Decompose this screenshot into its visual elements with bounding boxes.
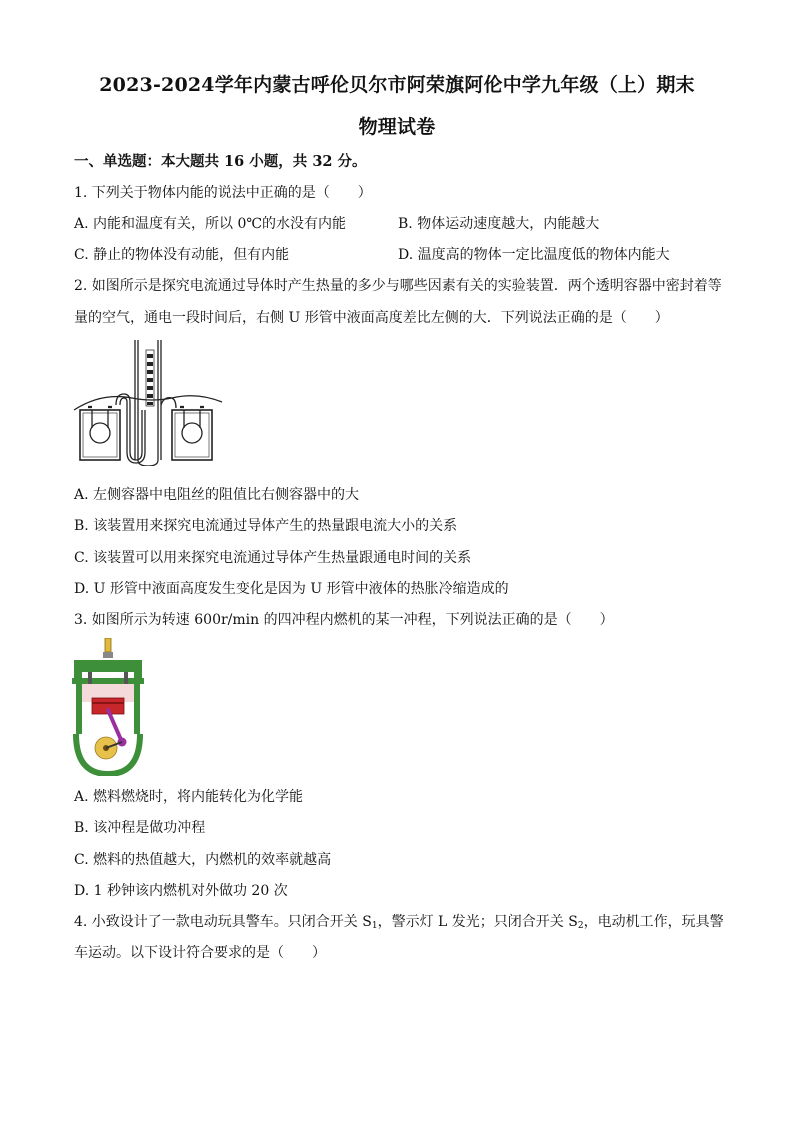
q1-option-d: D. 温度高的物体一定比温度低的物体内能大 xyxy=(398,247,670,263)
joule-heating-apparatus-figure xyxy=(72,340,232,466)
q3-option-d: D. 1 秒钟该内燃机对外做功 20 次 xyxy=(74,883,288,899)
q1-stem: 1. 下列关于物体内能的说法中正确的是（ ） xyxy=(74,185,372,201)
q2-stem-line1: 2. 如图所示是探究电流通过导体时产生热量的多少与哪些因素有关的实验装置．两个透明容器中密封着等 xyxy=(74,278,722,294)
q1-option-c: C. 静止的物体没有动能，但有内能 xyxy=(74,247,290,263)
q3-stem: 3. 如图所示为转速 600r/min 的四冲程内燃机的某一冲程，下列说法正确的是（ ） xyxy=(74,612,614,628)
q2-stem-line2: 量的空气，通电一段时间后，右侧 U 形管中液面高度差比左侧的大．下列说法正确的是（ ） xyxy=(74,310,669,326)
q4-stem-part-b: ，警示灯 L 发光；只闭合开关 S xyxy=(377,914,578,930)
section-heading: 一、单选题：本大题共 16 小题，共 32 分。 xyxy=(74,153,367,170)
q1-option-b: B. 物体运动速度越大，内能越大 xyxy=(398,216,600,232)
q4-stem-line2: 车运动。以下设计符合要求的是（ ） xyxy=(74,945,326,961)
q1-option-a: A. 内能和温度有关，所以 0℃的水没有内能 xyxy=(74,216,347,232)
q4-subscript-2: 2 xyxy=(577,921,584,931)
q4-stem-part-c: ，电动机工作，玩具警 xyxy=(583,914,724,930)
page-title-line2: 物理试卷 xyxy=(358,116,436,138)
q4-subscript-1: 1 xyxy=(371,921,378,931)
q3-option-c: C. 燃料的热值越大，内燃机的效率就越高 xyxy=(74,852,332,868)
q4-stem-part-a: 4. 小致设计了一款电动玩具警车。只闭合开关 S xyxy=(74,914,372,930)
q4-stem-line1 xyxy=(74,911,724,931)
page-title-line1: 2023-2024学年内蒙古呼伦贝尔市阿荣旗阿伦中学九年级（上）期末 xyxy=(99,74,695,96)
q2-option-d: D. U 形管中液面高度发生变化是因为 U 形管中液体的热胀冷缩造成的 xyxy=(74,581,509,597)
q2-option-c: C. 该装置可以用来探究电流通过导体产生热量跟通电时间的关系 xyxy=(74,550,472,566)
q2-option-b: B. 该装置用来探究电流通过导体产生的热量跟电流大小的关系 xyxy=(74,518,458,534)
q3-option-b: B. 该冲程是做功冲程 xyxy=(74,820,206,836)
q3-option-a: A. 燃料燃烧时，将内能转化为化学能 xyxy=(74,789,304,805)
four-stroke-engine-figure xyxy=(70,638,146,776)
q2-option-a: A. 左侧容器中电阻丝的阻值比右侧容器中的大 xyxy=(74,487,360,503)
